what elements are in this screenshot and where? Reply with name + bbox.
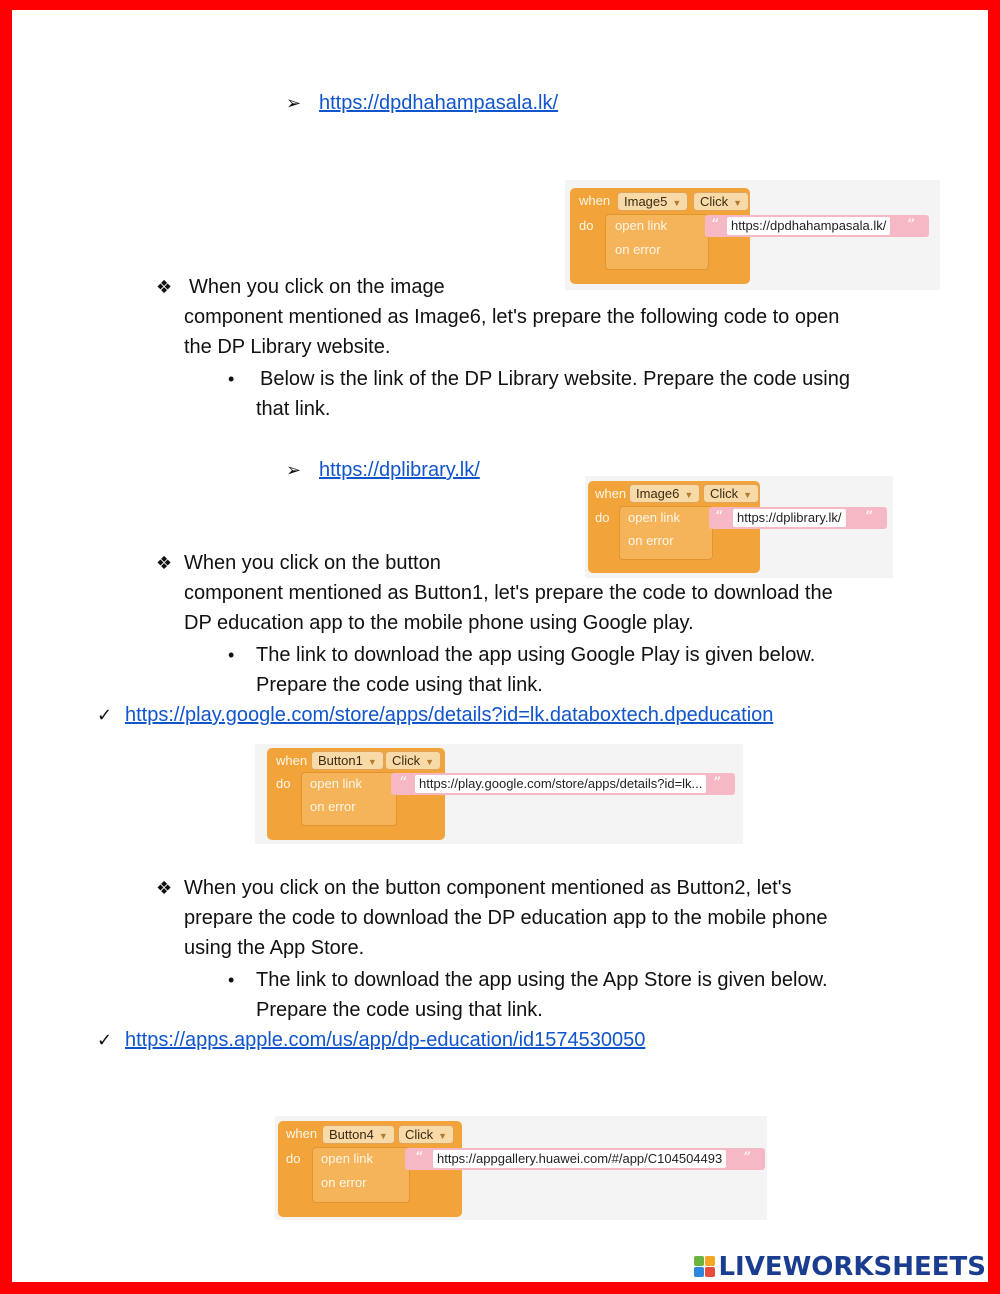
component-dropdown[interactable]: Button1 ▼ [311,751,384,770]
link-google-play[interactable]: https://play.google.com/store/apps/details?id=lk.databoxtech.dpeducation [125,704,774,726]
logo-icon [694,1256,716,1278]
open-quote-icon: “ [415,1148,424,1167]
section2-line2: component mentioned as Button1, let's prepare the code to download the [184,582,833,604]
on-error-label: on error [615,242,661,257]
link-dpdhahampasala[interactable]: https://dpdhahampasala.lk/ [319,92,559,114]
url-string: https://dplibrary.lk/ [733,509,846,527]
link-app-store[interactable]: https://apps.apple.com/us/app/dp-education/id1574530050 [125,1029,646,1051]
component-dropdown[interactable]: Button4 ▼ [322,1125,395,1144]
do-keyword: do [595,510,610,525]
dot-bullet-icon: • [228,369,235,389]
event-dropdown[interactable]: Click ▼ [703,484,759,503]
url-string: https://appgallery.huawei.com/#/app/C104504493 [433,1150,726,1168]
code-block-button4 [275,1116,767,1220]
close-quote-icon: ” [907,215,916,234]
event-dropdown[interactable]: Click ▼ [385,751,441,770]
on-error-label: on error [310,799,356,814]
when-keyword: when [579,193,611,208]
event-dropdown[interactable]: Click ▼ [693,192,749,211]
open-quote-icon: “ [711,215,720,234]
code-block-button1 [255,744,743,844]
check-bullet-icon: ✓ [97,705,113,725]
diamond-bullet-icon: ❖ [156,277,173,297]
close-quote-icon: ” [865,507,874,526]
url-string: https://dpdhahampasala.lk/ [727,217,890,235]
section1-line1: When you click on the image [189,276,445,298]
close-quote-icon: ” [743,1148,752,1167]
when-keyword: when [286,1126,318,1141]
section1-sub1: Below is the link of the DP Library website. Prepare the code using [260,368,850,390]
do-keyword: do [579,218,594,233]
section2-line1: When you click on the button [184,552,441,574]
on-error-label: on error [628,533,674,548]
section3-sub2: Prepare the code using that link. [256,999,543,1021]
open-quote-icon: “ [715,507,724,526]
close-quote-icon: ” [713,773,722,792]
open-quote-icon: “ [399,773,408,792]
do-keyword: do [286,1151,301,1166]
code-block-image5 [565,180,940,290]
when-keyword: when [595,486,627,501]
on-error-label: on error [321,1175,367,1190]
liveworksheets-logo [694,1252,986,1282]
link-dplibrary[interactable]: https://dplibrary.lk/ [319,459,480,481]
diamond-bullet-icon: ❖ [156,878,173,898]
code-block-image6 [585,476,893,578]
do-keyword: do [276,776,291,791]
dot-bullet-icon: • [228,970,235,990]
section3-line1: When you click on the button component mentioned as Button2, let's [184,877,792,899]
arrow-bullet-icon: ➢ [286,93,302,113]
section2-line3: DP education app to the mobile phone using Google play. [184,612,694,634]
section2-sub2: Prepare the code using that link. [256,674,543,696]
section1-sub2: that link. [256,398,331,420]
diamond-bullet-icon: ❖ [156,553,173,573]
section3-line2: prepare the code to download the DP education app to the mobile phone [184,907,828,929]
section1-line3: the DP Library website. [184,336,391,358]
section3-sub1: The link to download the app using the App Store is given below. [256,969,828,991]
section1-line2: component mentioned as Image6, let's prepare the following code to open [184,306,840,328]
section2-sub1: The link to download the app using Google Play is given below. [256,644,816,666]
logo-text: LIVEWORKSHEETS [718,1252,986,1282]
open-link-label: open link [628,510,681,525]
section3-line3: using the App Store. [184,937,365,959]
check-bullet-icon: ✓ [97,1030,113,1050]
url-string: https://play.google.com/store/apps/details?id=lk... [415,775,706,793]
when-keyword: when [276,753,308,768]
component-dropdown[interactable]: Image5 ▼ [617,192,688,211]
component-dropdown[interactable]: Image6 ▼ [629,484,700,503]
dot-bullet-icon: • [228,645,235,665]
event-dropdown[interactable]: Click ▼ [398,1125,454,1144]
open-link-label: open link [615,218,668,233]
arrow-bullet-icon: ➢ [286,460,302,480]
open-link-label: open link [321,1151,374,1166]
open-link-label: open link [310,776,363,791]
